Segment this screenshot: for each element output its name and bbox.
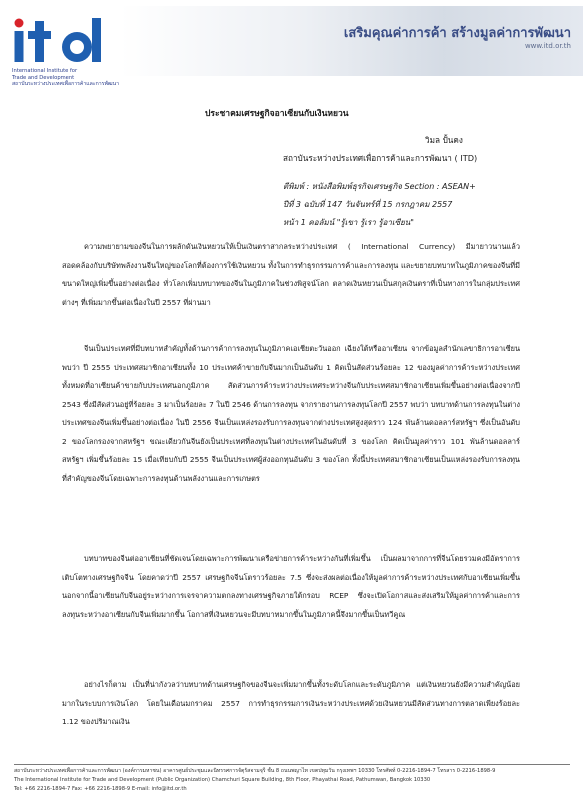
- publication-issue: ปีที่ 3 ฉบับที่ 147 วันจันทร์ที่ 15 กรกฎาคม 2557: [283, 200, 453, 209]
- paragraph-text: ความพยายามของจีนในการผลักดันเงินหยวนให้เป็นเงินตราสากลระหว่างประเทศ ( International Currency) มีมายาวนานแล้ว สอดคล้องกับบริษัทพลังงานจีนใหญ่ของโลกที่ต้องการใช้เงินหยวน ทั้งในการทำธุรกรรมการค้าและการลงทุน และขยายบทบาทในภูมิภาคของจีนที่มีขนาดใหญ่เพิ่มขึ้นอย่างต่อเนื่อง ทั่วโลกเพิ่มบทบาทของจีนในภูมิภาคในช่วงพิสูจน์โลก ตลาดเงินหยวนเป็นสกุลเงินตราที่เป็นทางการในกลุ่มประเทศต่างๆ ที่เพิ่มมากขึ้นต่อเนื่องในปี 2557 ที่ผ่านมา: [62, 242, 520, 307]
- header-slogan: เสริมคุณค่าการค้า สร้างมูลค่าการพัฒนา: [343, 26, 571, 41]
- body-paragraph-1: [62, 238, 520, 312]
- logo-subtitle-line: International Institute for: [12, 68, 78, 74]
- footer-address-english: The International Institute for Trade and Development (Public Organization) Chamchuri Square Building, 8th Floor, Phayathai Road, Pathumwan, Bangkok 10330: [14, 777, 431, 783]
- body-paragraph-2: [62, 340, 520, 488]
- document-title: ประชาคมเศรษฐกิจอาเซียนกับเงินหยวน: [205, 109, 349, 119]
- paragraph-text: อย่างไรก็ตาม เป็นที่น่ากังวลว่าบทบาทด้านเศรษฐกิจของจีนจะเพิ่มมากขึ้นทั้งระดับโลกและระดับภูมิภาค แต่เงินหยวนยังมีความสำคัญน้อยมากในระบบการเงินโลก โดยในเดือนมกราคม 2557 การทำธุรกรรมการเงินระหว่างประเทศด้วยเงินหยวนมีสัดส่วนทางการตลาดเพียงร้อยละ 1.12 ของปริมาณเงิน: [62, 680, 520, 726]
- itd-logo: [12, 18, 122, 96]
- footer-contact: Tel: +66 2216-1894-7 Fax: +66 2216-1898-9 E-mail: info@itd.or.th: [14, 786, 187, 792]
- footer: [14, 767, 570, 794]
- letterhead: [0, 0, 583, 87]
- logo-subtitle-line: สถาบันระหว่างประเทศเพื่อการค้าและการพัฒนา: [12, 81, 120, 87]
- logo-subtitle: [12, 68, 124, 88]
- itd-logo-icon: [12, 18, 107, 64]
- header-website: www.itd.or.th: [524, 42, 571, 50]
- paragraph-text: บทบาทของจีนต่ออาเซียนที่ชัดเจนโดยเฉพาะการพัฒนาเครือข่ายการค้าระหว่างกันที่เพิ่มขึ้น เป็นผลมาจากการที่จีนโดยรวมคงมีอัตราการเติบโตทางเศรษฐกิจจีน โดยคาดว่าปี 2557 เศรษฐกิจจีนโตราวร้อยละ 7.5 ซึ่งจะส่งผลต่อเนื่องให้มูลค่าการค้าระหว่างประเทศกับอาเซียนเพิ่มขึ้น นอกจากนี้อาเซียนกับจีนอยู่ระหว่างการเจรจาความตกลงทางเศรษฐกิจภายใต้กรอบ RCEP ซึ่งจะเปิดโอกาสและส่งเสริมให้มูลค่าการค้าและการลงทุนระหว่างอาเซียนกับจีนเพิ่มมากขึ้น โอกาสที่เงินหยวนจะมีบทบาทมากขึ้นในภูมิภาคนี้จึงมากขึ้นเป็นทวีคูณ: [62, 554, 520, 619]
- author-name: วิมล ปั้นคง: [425, 135, 463, 145]
- footer-divider: [14, 764, 570, 765]
- publication-page: หน้า 1 คอลัมน์ "รู้เขา รู้เรา รู้อาเซียน": [283, 218, 414, 227]
- publication-source: ตีพิมพ์ : หนังสือพิมพ์ธุรกิจเศรษฐกิจ Section : ASEAN+: [283, 182, 476, 191]
- author-organization: สถาบันระหว่างประเทศเพื่อการค้าและการพัฒนา ( ITD): [283, 153, 478, 163]
- body-paragraph-4: [62, 676, 520, 732]
- paragraph-text: จีนเป็นประเทศที่มีบทบาทสำคัญทั้งด้านการค้าการลงทุนในภูมิภาคเอเชียตะวันออก เฉียงใต้หรืออาเซียน จากข้อมูลสำนักเลขาธิการอาเซียนพบว่า ปี 2555 ประเทศสมาชิกอาเซียนทั้ง 10 ประเทศค้าขายกับจีนมากเป็นอันดับ 1 คิดเป็นสัดส่วนร้อยละ 12 ของมูลค่าการค้าระหว่างประเทศทั้งหมดที่อาเซียนค้าขายกับประเทศนอกภูมิภาค สัดส่วนการค้าระหว่างประเทศระหว่างจีนกับประเทศสมาชิกอาเซียนเพิ่มขึ้นอย่างต่อเนื่องจากปี 2543 ซึ่งมีสัดส่วนอยู่ที่ร้อยละ 3 มาเป็นร้อยละ 7 ในปี 2546 ด้านการลงทุน จากรายงานการลงทุนโลกปี 2557 พบว่า บทบาทด้านการลงทุนในต่างประเทศของจีนเพิ่มขึ้นอย่างต่อเนื่อง ในปี 2556 จีนเป็นแหล่งรองรับการลงทุนจากต่างประเทศสูงสุดราว 124 พันล้านดอลลาร์สหรัฐฯ ซึ่งเป็นอันดับ 2 ของโลกรองจากสหรัฐฯ ขณะเดียวกันจีนยังเป็นประเทศที่ลงทุนในต่างประเทศในอันดับที่ 3 ของโลก คิดเป็นมูลค่าราว 101 พันล้านดอลลาร์สหรัฐฯ เพิ่มขึ้นร้อยละ 15 เมื่อเทียบกับปี 2555 จีนเป็นประเทศผู้ส่งออกทุนอันดับ 3 ของโลก ทั้งนี้ประเทศสมาชิกอาเซียนเป็นแหล่งรองรับการลงทุนที่สำคัญของจีนโดยเฉพาะการลงทุนด้านพลังงานและการเกษตร: [62, 344, 520, 483]
- body-paragraph-3: [62, 550, 520, 624]
- logo-subtitle-line: Trade and Development: [12, 74, 75, 81]
- footer-address-thai: สถาบันระหว่างประเทศเพื่อการค้าและการพัฒนา (องค์การมหาชน) อาคารศูนย์ประชุมและนิทรรศการจัตุรัสจามจุรี ชั้น 8 ถนนพญาไท เขตปทุมวัน กรุงเทพฯ 10330 โทรศัพท์ 0-2216-1894-7 โทรสาร 0-2216-1898-9: [14, 768, 496, 774]
